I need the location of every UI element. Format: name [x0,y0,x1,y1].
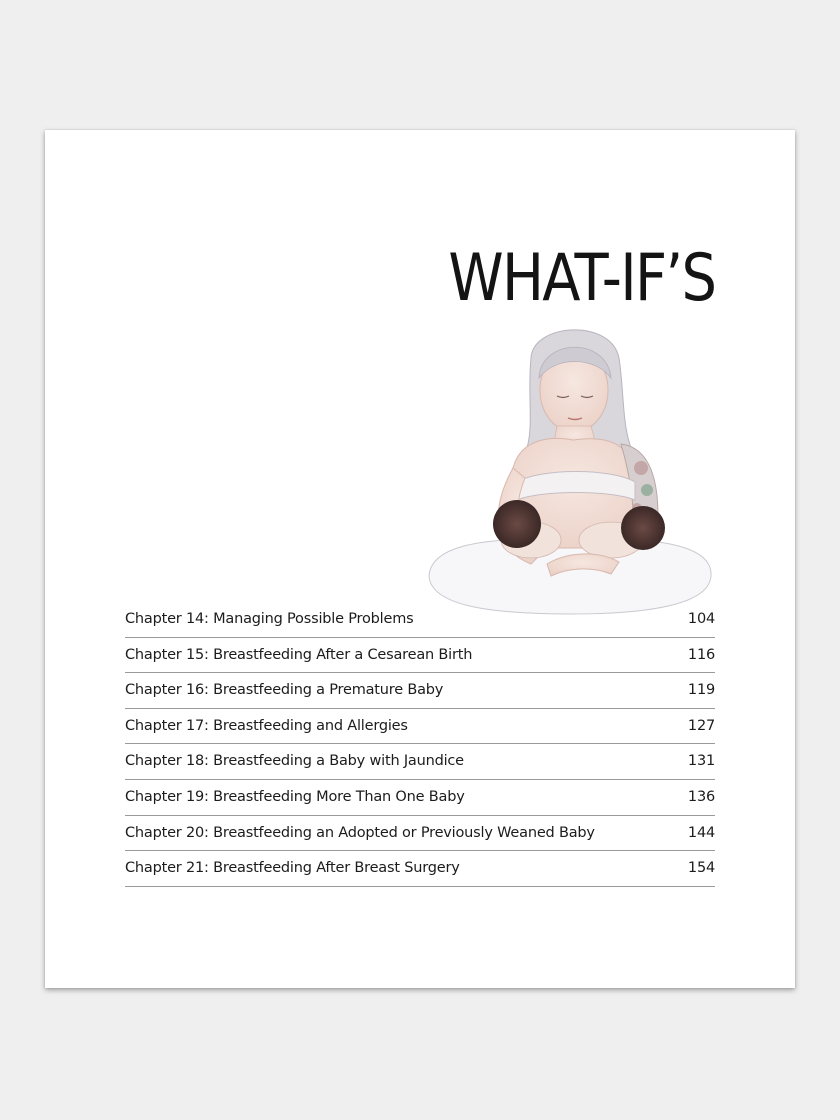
toc-row[interactable] [125,709,715,745]
toc-chapter-title: Chapter 16: Breastfeeding a Premature Baby [125,682,444,699]
toc-page-number: 144 [687,824,715,841]
mother-nursing-twins-illustration [421,318,721,618]
toc-page-number: 154 [687,860,715,877]
toc-row[interactable] [125,602,715,638]
toc-chapter-title: Chapter 14: Managing Possible Problems [125,611,414,627]
toc-page-number: 119 [687,682,715,699]
toc-page-number: 104 [687,611,715,627]
toc-row[interactable] [125,780,715,816]
toc-chapter-title: Chapter 20: Breastfeeding an Adopted or Previously Weaned Baby [125,824,595,841]
toc-row[interactable] [125,816,715,852]
page-title: WHAT-IF’S [448,241,715,316]
toc-chapter-title: Chapter 17: Breastfeeding and Allergies [125,717,408,734]
table-of-contents [125,602,715,887]
toc-row[interactable] [125,744,715,780]
toc-row[interactable] [125,638,715,674]
toc-row[interactable] [125,851,715,887]
toc-page-number: 131 [687,753,715,770]
toc-chapter-title: Chapter 15: Breastfeeding After a Cesarean Birth [125,646,473,663]
toc-row[interactable] [125,673,715,709]
book-page [45,130,795,988]
toc-page-number: 136 [687,788,715,805]
toc-page-number: 127 [687,717,715,734]
toc-chapter-title: Chapter 19: Breastfeeding More Than One Baby [125,788,465,805]
toc-chapter-title: Chapter 21: Breastfeeding After Breast Surgery [125,860,460,877]
toc-page-number: 116 [687,646,715,663]
toc-chapter-title: Chapter 18: Breastfeeding a Baby with Jaundice [125,753,464,770]
